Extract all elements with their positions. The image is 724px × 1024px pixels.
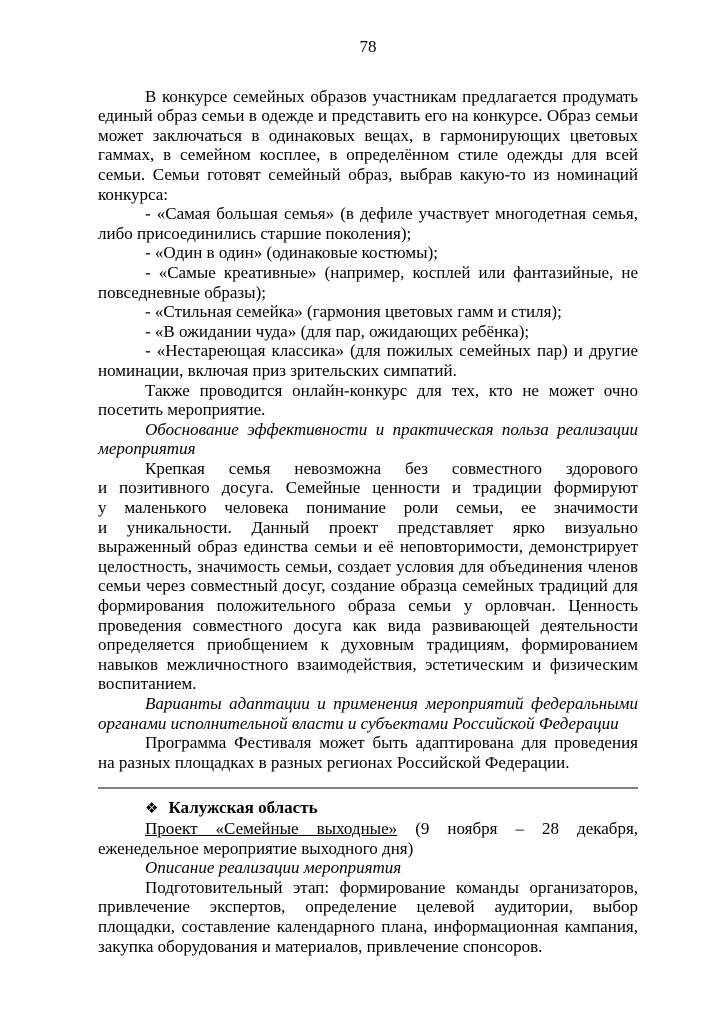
page-number: 78 [359,37,377,56]
diamond-bullet-icon: ❖ [145,799,159,818]
paragraph-preparation: Подготовительный этап: формирование команды организаторов, привлечение экспертов, определение целевой аудитории, выбор площадки, составление календарного плана, информационная кампания, закупка оборудования и материалов, привлечение спонсоров. [98,877,638,956]
section-divider [98,787,638,789]
heading-adaptation: Варианты адаптации и применения мероприятий федеральными органами исполнительной власти и субъектами Российской Федерации [98,694,638,733]
project-details: (9 ноября – 28 декабря, еженедельное мероприятие выходного дня) [98,818,639,858]
nomination-item-stylish-family: - «Стильная семейка» (гармония цветовых гамм и стиля); [145,302,562,322]
project-title-underlined: Проект «Семейные выходные» [145,818,398,838]
nomination-item-biggest-family: - «Самая большая семья» (в дефиле участвует многодетная семья, либо присоединились старшие поколения); [98,204,638,243]
paragraph-intro: В конкурсе семейных образов участникам предлагается продумать единый образ семьи в одежде и представить его на конкурсе. Образ семьи может заключаться в одинаковых вещах, в гармонирующих цветовых гаммах, в семейном косплее, в определённом стиле одежды для всей семьи. Семьи готовят семейный образ, выбрав какую-то из номинаций конкурса: [98,86,638,204]
nomination-item-most-creative: - «Самые креативные» (например, косплей или фантазийные, не повседневные образы); [98,262,638,302]
heading-description: Описание реализации мероприятия [145,858,402,878]
region-heading [98,798,638,819]
paragraph-online-contest: Также проводится онлайн-конкурс для тех, кто не может очно посетить мероприятие. [98,380,638,420]
paragraph-effectiveness: Крепкая семья невозможна без совместного здорового и позитивного досуга. Семейные ценности и традиции формируют у маленького человека понимание роли семьи, ее значимости и уникальности. Данный проект представляет ярко визуально выраженный образ единства семьи и её неповторимости, демонстрирует целостность, значимость семьи, создает условия для объединения членов семьи через совместный досуг, создание образца семейных традиций для формирования положительного образа семьи у орловчан. Ценность проведения совместного досуга как вида развивающей деятельности определяется приобщением к духовным традициям, формированием навыков межличностного взаимодействия, эстетическим и физическим воспитанием. [98,458,638,694]
nomination-item-ageless-classic: - «Нестареющая классика» (для пожилых семейных пар) и другие номинации, включая приз зрительских симпатий. [98,341,638,380]
paragraph-adaptation: Программа Фестиваля может быть адаптирована для проведения на разных площадках в разных регионах Российской Федерации. [98,733,638,772]
heading-effectiveness: Обоснование эффективности и практическая польза реализации мероприятия [98,419,638,459]
nomination-item-awaiting-miracle: - «В ожидании чуда» (для пар, ожидающих ребёнка); [145,321,530,341]
region-name: Калужская область [168,798,318,818]
nomination-item-one-to-one: - «Один в один» (одинаковые костюмы); [145,243,438,263]
project-line [98,819,638,858]
